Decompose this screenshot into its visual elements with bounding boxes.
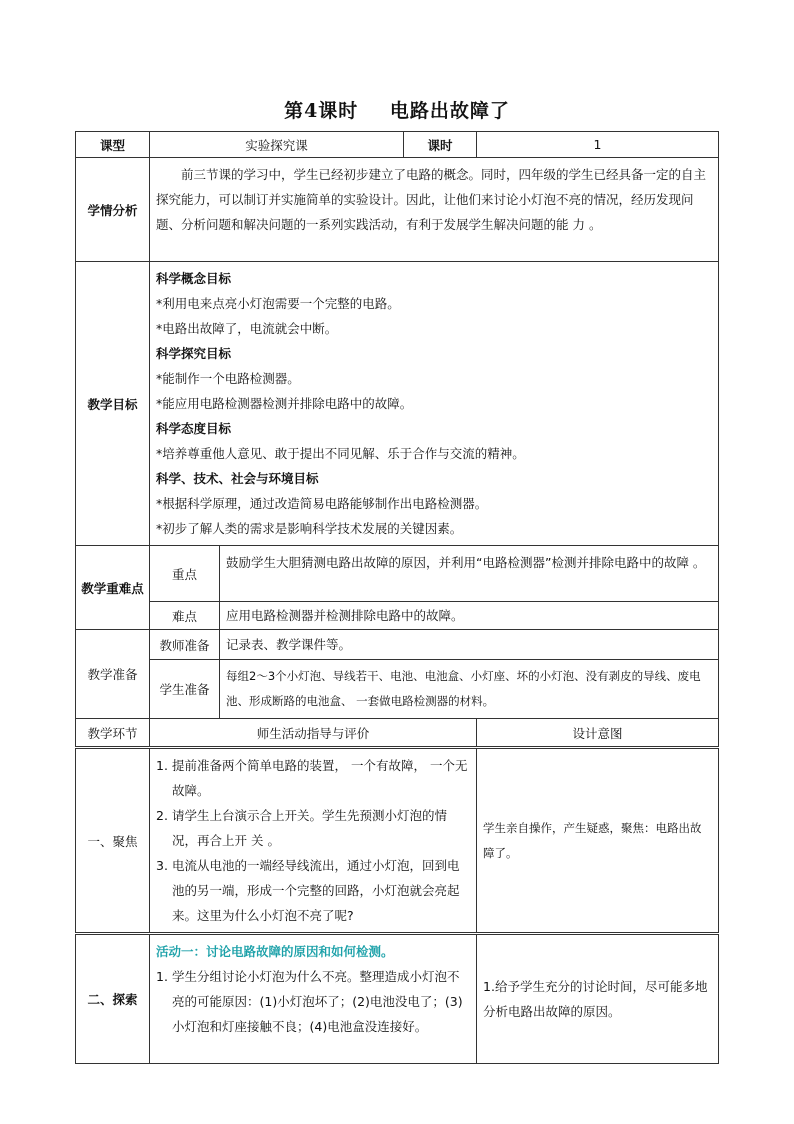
list-item: 1. 提前准备两个简单电路的装置， 一个有故障， 一个无故障。 bbox=[156, 758, 468, 798]
goal-item: *能制作一个电路检测器。 bbox=[156, 371, 300, 386]
process-col-activity: 师生活动指导与评价 bbox=[150, 719, 477, 748]
goal-item: *培养尊重他人意见、敢于提出不同见解、乐于合作与交流的精神。 bbox=[156, 446, 525, 461]
period-value: 1 bbox=[477, 132, 719, 158]
analysis-label: 学情分析 bbox=[76, 158, 150, 262]
period-label: 课时 bbox=[404, 132, 477, 158]
type-label: 课型 bbox=[76, 132, 150, 158]
stage-1-name: 一、聚焦 bbox=[76, 748, 150, 934]
goal-heading: 科学态度目标 bbox=[156, 421, 232, 436]
goal-item: *电路出故障了，电流就会中断。 bbox=[156, 321, 338, 336]
lesson-plan-table bbox=[75, 131, 719, 1064]
analysis-text: 前三节课的学习中，学生已经初步建立了电路的概念。同时，四年级的学生已经具备一定的自主探究能力，可以制订并实施简单的实验设计。因此，让他们来讨论小灯泡不亮的情况，经历发现问题、分析问题和解决问题的一系列实践活动，有利于发展学生解决问题的能 力 。 bbox=[150, 158, 719, 262]
goal-item: *利用电来点亮小灯泡需要一个完整的电路。 bbox=[156, 296, 400, 311]
goal-heading: 科学概念目标 bbox=[156, 271, 232, 286]
process-col-stage: 教学环节 bbox=[76, 719, 150, 748]
goal-item: *根据科学原理，通过改造简易电路能够制作出电路检测器。 bbox=[156, 496, 488, 511]
lesson-number: 第4课时 bbox=[284, 100, 359, 122]
key-label: 重点 bbox=[150, 546, 220, 602]
stage-2-intent: 1.给予学生充分的讨论时间，尽可能多地分析电路出故障的原因。 bbox=[477, 934, 719, 1064]
goals-list bbox=[150, 262, 719, 546]
teacher-prep-text: 记录表、教学课件等。 bbox=[220, 630, 719, 660]
student-prep-text: 每组2～3个小灯泡、导线若干、电池、电池盒、小灯座、坏的小灯泡、没有剥皮的导线、废电池、形成断路的电池盒、 一套做电路检测器的材料。 bbox=[220, 660, 719, 719]
student-prep-label: 学生准备 bbox=[150, 660, 220, 719]
activity-heading: 活动一：讨论电路故障的原因和如何检测。 bbox=[156, 944, 394, 959]
stage-1-activity bbox=[150, 748, 477, 934]
hard-label: 难点 bbox=[150, 602, 220, 630]
goal-item: *能应用电路检测器检测并排除电路中的故障。 bbox=[156, 396, 413, 411]
page-title bbox=[0, 96, 794, 123]
goal-heading: 科学、技术、社会与环境目标 bbox=[156, 471, 319, 486]
stage-2-activity bbox=[150, 934, 477, 1064]
goal-heading: 科学探究目标 bbox=[156, 346, 232, 361]
list-item: 3. 电流从电池的一端经导线流出，通过小灯泡，回到电池的另一端，形成一个完整的回路，小灯泡就会亮起来。这里为什么小灯泡不亮了呢? bbox=[156, 858, 460, 923]
process-col-intent: 设计意图 bbox=[477, 719, 719, 748]
lesson-name: 电路出故障了 bbox=[389, 100, 510, 122]
hard-text: 应用电路检测器并检测排除电路中的故障。 bbox=[220, 602, 719, 630]
goal-item: *初步了解人类的需求是影响科学技术发展的关键因素。 bbox=[156, 521, 463, 536]
stage-2-name: 二、探索 bbox=[76, 934, 150, 1064]
stage-1-intent: 学生亲自操作，产生疑惑，聚焦：电路出故障了。 bbox=[477, 748, 719, 934]
prep-label: 教学准备 bbox=[76, 630, 150, 719]
goals-label: 教学目标 bbox=[76, 262, 150, 546]
key-text: 鼓励学生大胆猜测电路出故障的原因，并利用“电路检测器”检测并排除电路中的故障 。 bbox=[220, 546, 719, 602]
teacher-prep-label: 教师准备 bbox=[150, 630, 220, 660]
type-value: 实验探究课 bbox=[150, 132, 404, 158]
list-item: 2. 请学生上台演示合上开关。学生先预测小灯泡的情况，再合上开 关 。 bbox=[156, 808, 448, 848]
list-item: 1. 学生分组讨论小灯泡为什么不亮。整理造成小灯泡不亮的可能原因：(1)小灯泡坏了；(2)电池没电了；(3)小灯泡和灯座接触不良；(4)电池盒没连接好。 bbox=[156, 969, 463, 1034]
keypoints-label: 教学重难点 bbox=[76, 546, 150, 630]
